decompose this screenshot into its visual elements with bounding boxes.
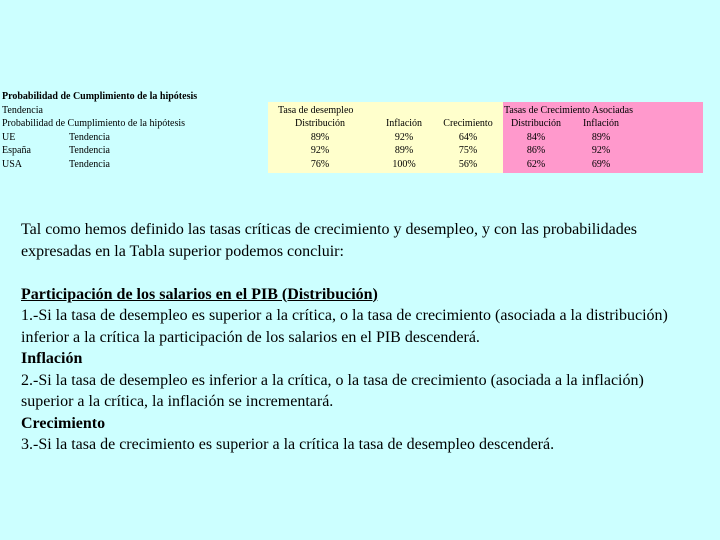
group-desempleo-header: Tasa de desempleo [278,104,354,116]
intro-paragraph: Tal como hemos definido las tasas críticas de crecimiento y desempleo, y con las probabilidades expresadas en la Tabla superior podemos concluir: [21,221,638,260]
value-cell: 64% [458,131,478,143]
value-cell: 89% [310,131,330,143]
row-label-cell: Tendencia [69,131,110,143]
value-cell: 89% [591,131,611,143]
value-cell: 92% [591,145,611,157]
row-label-cell: Tendencia [69,145,110,157]
col-header: Crecimiento [443,118,493,130]
value-cell: 92% [310,145,330,157]
value-cell: 92% [394,131,414,143]
col-header: Distribución [295,118,345,130]
group-crecimiento-header: Tasas de Crecimiento Asociadas [504,104,633,116]
value-cell: 100% [392,159,416,170]
heading-crecimiento: Crecimiento [21,414,106,432]
value-cell: 86% [526,145,546,157]
value-cell: 69% [591,159,611,170]
country-cell: España [2,145,31,157]
value-cell: 89% [394,145,414,157]
row-label-cell: Tendencia [69,159,110,170]
value-cell: 56% [458,159,478,170]
tendencia-label: Tendencia [2,104,43,116]
col-header: Inflación [582,118,620,130]
probabilidad-label: Probabilidad de Cumplimiento de la hipótesis [2,118,186,130]
conclusions-text [21,219,681,456]
point-3: 3.-Si la tasa de crecimiento es superior a la crítica la tasa de desempleo descenderá. [21,436,555,453]
value-cell: 62% [526,159,546,170]
col-header: Inflación [385,118,423,130]
heading-distribucion: Participación de los salarios en el PIB (Distribución) [21,285,378,303]
value-cell: 76% [310,159,330,170]
col-header: Distribución [511,118,561,130]
value-cell: 75% [458,145,478,157]
heading-inflacion: Inflación [21,350,83,367]
point-2: 2.-Si la tasa de desempleo es inferior a la crítica, o la tasa de crecimiento (asociada a la inflación) superior a la crítica, la inflación se incrementará. [21,371,644,410]
value-cell: 84% [526,131,546,143]
country-cell: USA [2,159,23,170]
table-title: Probabilidad de Cumplimiento de la hipótesis [2,91,198,102]
point-1: 1.-Si la tasa de desempleo es superior a la crítica, o la tasa de crecimiento (asociada a la distribución) inferior a la crítica la participación de los salarios en el PIB descenderá. [21,307,668,346]
country-cell: UE [2,131,16,143]
probability-table [2,90,702,174]
